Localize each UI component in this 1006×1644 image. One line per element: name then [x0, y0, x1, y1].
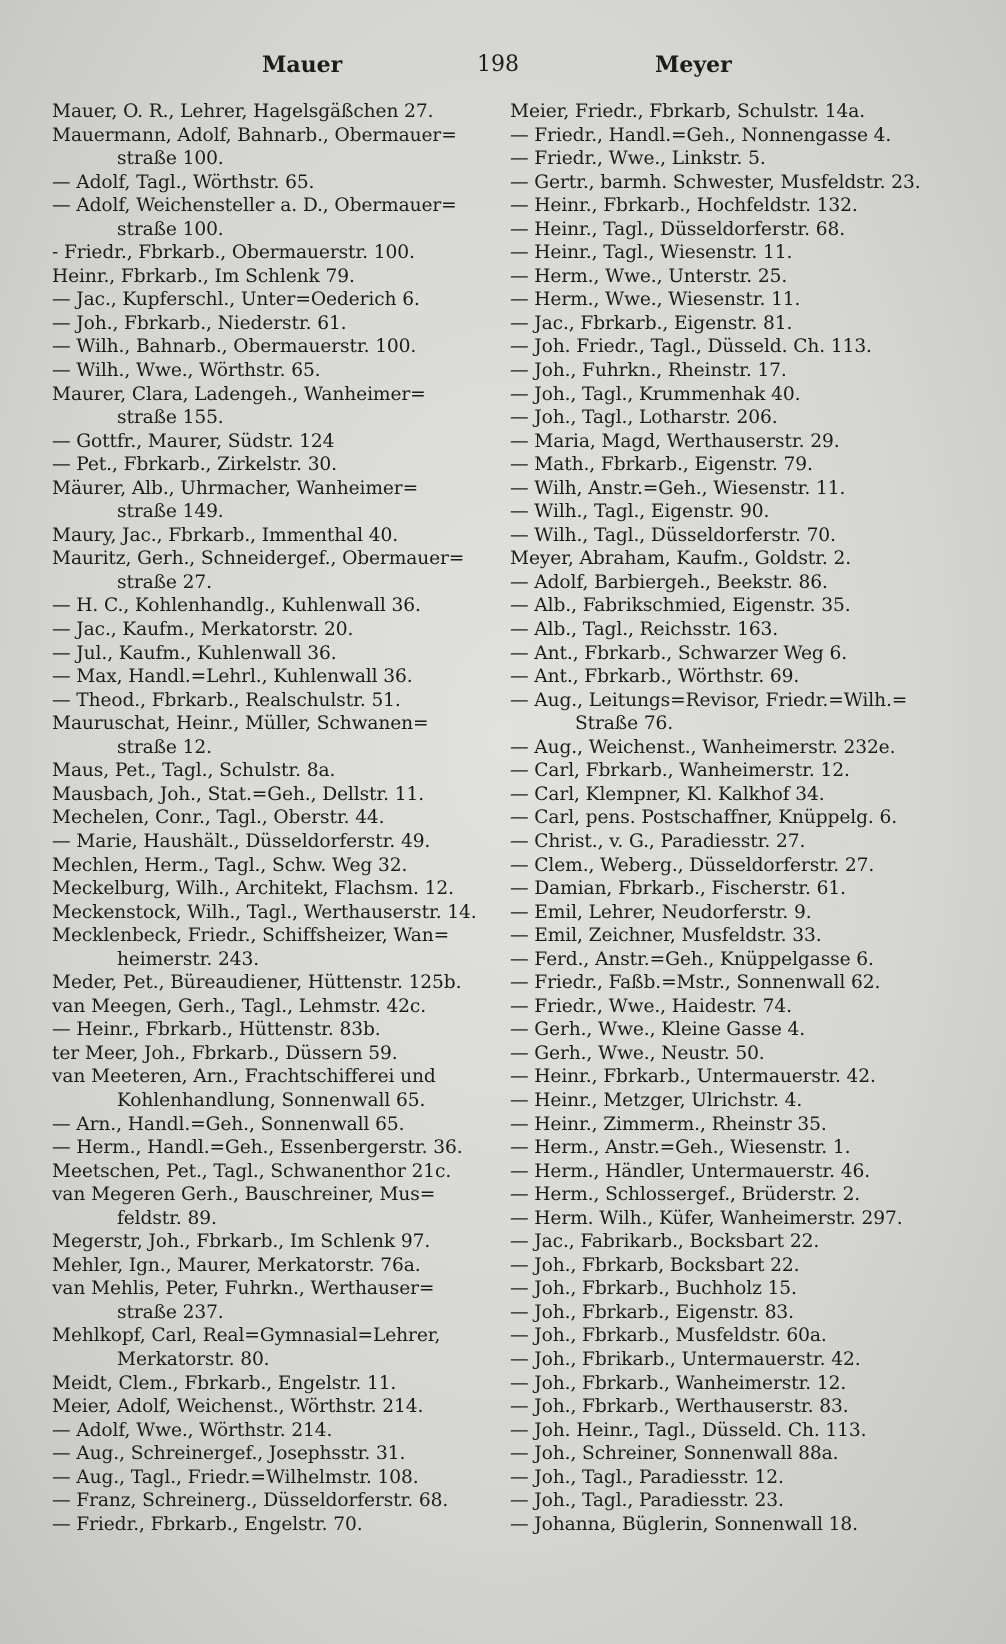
- directory-entry-line: — Joh., Fbrkarb., Buchholz 15.: [510, 1278, 797, 1300]
- directory-entry-line: — Damian, Fbrkarb., Fischerstr. 61.: [510, 878, 846, 900]
- directory-entry-line: — Christ., v. G., Paradiesstr. 27.: [510, 830, 806, 852]
- directory-entry-line: Mechlen, Herm., Tagl., Schw. Weg 32.: [52, 854, 408, 876]
- directory-entry-line: — Joh., Tagl., Lotharstr. 206.: [510, 407, 778, 429]
- directory-entry-line: Kohlenhandlung, Sonnenwall 65.: [117, 1089, 426, 1111]
- directory-entry-line: Maus, Pet., Tagl., Schulstr. 8a.: [52, 760, 336, 782]
- directory-entry-line: — Herm., Wwe., Wiesenstr. 11.: [510, 289, 801, 311]
- directory-entry-line: — Ant., Fbrkarb., Wörthstr. 69.: [510, 666, 800, 688]
- directory-entry-line: — Heinr., Tagl., Wiesenstr. 11.: [510, 242, 793, 264]
- directory-entry-line: — Jac., Kaufm., Merkatorstr. 20.: [52, 619, 354, 641]
- directory-entry-line: van Megeren Gerh., Bauschreiner, Mus=: [52, 1184, 436, 1206]
- directory-entry-line: Mauermann, Adolf, Bahnarb., Obermauer=: [52, 124, 457, 146]
- directory-entry-line: Straße 76.: [575, 713, 674, 735]
- directory-entry-line: — Friedr., Fbrkarb., Engelstr. 70.: [52, 1513, 363, 1535]
- directory-entry-line: — Heinr., Fbrkarb., Hüttenstr. 83b.: [52, 1019, 381, 1041]
- directory-entry-line: van Meeteren, Arn., Frachtschifferei und: [52, 1066, 436, 1088]
- directory-entry-line: — Arn., Handl.=Geh., Sonnenwall 65.: [52, 1113, 405, 1135]
- directory-entry-line: straße 27.: [117, 571, 212, 593]
- directory-entry-line: Mauritz, Gerh., Schneidergef., Obermauer=: [52, 548, 465, 570]
- directory-entry-line: — Adolf, Weichensteller a. D., Obermauer=: [52, 195, 457, 217]
- directory-entry-line: Meyer, Abraham, Kaufm., Goldstr. 2.: [510, 548, 852, 570]
- directory-entry-line: — Wilh., Bahnarb., Obermauerstr. 100.: [52, 336, 417, 358]
- directory-entry-line: straße 12.: [117, 736, 212, 758]
- directory-entry-line: Megerstr, Joh., Fbrkarb., Im Schlenk 97.: [52, 1231, 431, 1253]
- directory-entry-line: Mehlkopf, Carl, Real=Gymnasial=Lehrer,: [52, 1325, 441, 1347]
- directory-entry-line: — Gertr., barmh. Schwester, Musfeldstr. 23.: [510, 171, 921, 193]
- directory-entry-line: — Alb., Tagl., Reichsstr. 163.: [510, 619, 779, 641]
- directory-entry-line: — Herm., Handl.=Geh., Essenbergerstr. 36.: [52, 1137, 463, 1159]
- directory-entry-line: — Pet., Fbrkarb., Zirkelstr. 30.: [52, 454, 337, 476]
- directory-entry-line: — Maria, Magd, Werthauserstr. 29.: [510, 430, 840, 452]
- directory-entry-line: — Jac., Fbrkarb., Eigenstr. 81.: [510, 312, 793, 334]
- directory-entry-line: — Jac., Fabrikarb., Bocksbart 22.: [510, 1231, 820, 1253]
- directory-entry-line: straße 155.: [117, 407, 224, 429]
- directory-entry-line: — Gottfr., Maurer, Südstr. 124: [52, 430, 335, 452]
- directory-entry-line: — Aug., Leitungs=Revisor, Friedr.=Wilh.=: [510, 689, 908, 711]
- directory-entry-line: — Aug., Weichenst., Wanheimerstr. 232e.: [510, 736, 896, 758]
- directory-entry-line: Maury, Jac., Fbrkarb., Immenthal 40.: [52, 524, 399, 546]
- directory-entry-line: — Gerh., Wwe., Kleine Gasse 4.: [510, 1019, 806, 1041]
- directory-entry-line: — Joh., Fbrkarb., Eigenstr. 83.: [510, 1301, 794, 1323]
- directory-entry-line: — Carl, Fbrkarb., Wanheimerstr. 12.: [510, 760, 850, 782]
- directory-entry-line: — Marie, Haushält., Düsseldorferstr. 49.: [52, 830, 431, 852]
- directory-entry-line: — Heinr., Zimmerm., Rheinstr 35.: [510, 1113, 827, 1135]
- directory-entry-line: — Joh. Heinr., Tagl., Düsseld. Ch. 113.: [510, 1419, 867, 1441]
- directory-entry-line: Heinr., Fbrkarb., Im Schlenk 79.: [52, 265, 355, 287]
- directory-entry-line: feldstr. 89.: [117, 1207, 217, 1229]
- header-right-keyword: Meyer: [655, 52, 732, 78]
- directory-entry-line: — Adolf, Barbiergeh., Beekstr. 86.: [510, 571, 828, 593]
- page-header: [0, 52, 1006, 86]
- directory-entry-line: — Herm., Wwe., Unterstr. 25.: [510, 265, 788, 287]
- directory-entry-line: — Clem., Weberg., Düsseldorferstr. 27.: [510, 854, 875, 876]
- directory-entry-line: — Joh., Fuhrkn., Rheinstr. 17.: [510, 360, 787, 382]
- directory-entry-line: van Mehlis, Peter, Fuhrkn., Werthauser=: [52, 1278, 435, 1300]
- directory-entry-line: Mauruschat, Heinr., Müller, Schwanen=: [52, 713, 429, 735]
- directory-entry-line: — H. C., Kohlenhandlg., Kuhlenwall 36.: [52, 595, 421, 617]
- directory-entry-line: Meetschen, Pet., Tagl., Schwanenthor 21c.: [52, 1160, 452, 1182]
- directory-entry-line: van Meegen, Gerh., Tagl., Lehmstr. 42c.: [52, 995, 427, 1017]
- directory-entry-line: — Friedr., Wwe., Haidestr. 74.: [510, 995, 792, 1017]
- directory-entry-line: — Jac., Kupferschl., Unter=Oederich 6.: [52, 289, 420, 311]
- directory-entry-line: — Joh., Fbrkarb., Musfeldstr. 60a.: [510, 1325, 827, 1347]
- directory-entry-line: — Friedr., Handl.=Geh., Nonnengasse 4.: [510, 124, 892, 146]
- directory-entry-line: — Heinr., Tagl., Düsseldorferstr. 68.: [510, 218, 846, 240]
- directory-entry-line: — Alb., Fabrikschmied, Eigenstr. 35.: [510, 595, 851, 617]
- directory-entry-line: Merkatorstr. 80.: [117, 1348, 270, 1370]
- directory-entry-line: Meckelburg, Wilh., Architekt, Flachsm. 12.: [52, 878, 454, 900]
- directory-entry-line: ter Meer, Joh., Fbrkarb., Düssern 59.: [52, 1042, 398, 1064]
- directory-entry-line: Mäurer, Alb., Uhrmacher, Wanheimer=: [52, 477, 419, 499]
- directory-entry-line: — Joh., Schreiner, Sonnenwall 88a.: [510, 1443, 839, 1465]
- directory-entry-line: Meder, Pet., Büreaudiener, Hüttenstr. 125b.: [52, 972, 462, 994]
- directory-entry-line: — Herm. Wilh., Küfer, Wanheimerstr. 297.: [510, 1207, 903, 1229]
- directory-entry-line: — Math., Fbrkarb., Eigenstr. 79.: [510, 454, 813, 476]
- directory-entry-line: — Gerh., Wwe., Neustr. 50.: [510, 1042, 765, 1064]
- directory-entry-line: — Wilh., Wwe., Wörthstr. 65.: [52, 360, 321, 382]
- directory-entry-line: — Ferd., Anstr.=Geh., Knüppelgasse 6.: [510, 948, 874, 970]
- directory-entry-line: — Theod., Fbrkarb., Realschulstr. 51.: [52, 689, 401, 711]
- directory-entry-line: — Joh., Tagl., Paradiesstr. 12.: [510, 1466, 784, 1488]
- directory-entry-line: — Carl, Klempner, Kl. Kalkhof 34.: [510, 783, 825, 805]
- directory-entry-line: Meier, Friedr., Fbrkarb, Schulstr. 14a.: [510, 101, 866, 122]
- directory-entry-line: — Heinr., Fbrkarb., Hochfeldstr. 132.: [510, 195, 858, 217]
- directory-entry-line: — Heinr., Fbrkarb., Untermauerstr. 42.: [510, 1066, 876, 1088]
- directory-entry-line: — Herm., Händler, Untermauerstr. 46.: [510, 1160, 871, 1182]
- directory-entry-line: — Jul., Kaufm., Kuhlenwall 36.: [52, 642, 337, 664]
- directory-entry-line: straße 237.: [117, 1301, 224, 1323]
- directory-entry-line: — Joh. Friedr., Tagl., Düsseld. Ch. 113.: [510, 336, 872, 358]
- directory-entry-line: — Emil, Zeichner, Musfeldstr. 33.: [510, 925, 822, 947]
- directory-entry-line: — Johanna, Büglerin, Sonnenwall 18.: [510, 1513, 858, 1535]
- directory-entry-line: Mausbach, Joh., Stat.=Geh., Dellstr. 11.: [52, 783, 425, 805]
- directory-entry-line: Mauer, O. R., Lehrer, Hagelsgäßchen 27.: [52, 101, 434, 122]
- directory-entry-line: — Wilh, Anstr.=Geh., Wiesenstr. 11.: [510, 477, 846, 499]
- directory-entry-line: — Joh., Tagl., Krummenhak 40.: [510, 383, 801, 405]
- directory-entry-line: Meier, Adolf, Weichenst., Wörthstr. 214.: [52, 1396, 424, 1418]
- directory-entry-line: — Herm., Anstr.=Geh., Wiesenstr. 1.: [510, 1137, 851, 1159]
- directory-entry-line: — Ant., Fbrkarb., Schwarzer Weg 6.: [510, 642, 848, 664]
- directory-entry-line: — Carl, pens. Postschaffner, Knüppelg. 6.: [510, 807, 898, 829]
- directory-entry-line: Mechelen, Conr., Tagl., Oberstr. 44.: [52, 807, 385, 829]
- directory-entry-line: Meidt, Clem., Fbrkarb., Engelstr. 11.: [52, 1372, 397, 1394]
- directory-entry-line: straße 149.: [117, 501, 224, 523]
- left-column: [52, 100, 492, 1536]
- directory-entry-line: — Aug., Schreinergef., Josephsstr. 31.: [52, 1443, 406, 1465]
- directory-entry-line: — Friedr., Wwe., Linkstr. 5.: [510, 148, 766, 170]
- directory-entry-line: — Joh., Fbrikarb., Untermauerstr. 42.: [510, 1348, 861, 1370]
- directory-entry-line: — Herm., Schlossergef., Brüderstr. 2.: [510, 1184, 861, 1206]
- directory-entry-line: Mecklenbeck, Friedr., Schiffsheizer, Wan=: [52, 925, 450, 947]
- directory-entry-line: — Joh., Fbrkarb., Wanheimerstr. 12.: [510, 1372, 847, 1394]
- directory-entry-line: — Emil, Lehrer, Neudorferstr. 9.: [510, 901, 812, 923]
- directory-entry-line: — Joh., Tagl., Paradiesstr. 23.: [510, 1490, 784, 1512]
- directory-entry-line: Meckenstock, Wilh., Tagl., Werthauserstr. 14.: [52, 901, 477, 923]
- directory-entry-line: — Wilh., Tagl., Düsseldorferstr. 70.: [510, 524, 836, 546]
- directory-entry-line: — Joh., Fbrkarb., Niederstr. 61.: [52, 312, 347, 334]
- directory-entry-line: — Adolf, Tagl., Wörthstr. 65.: [52, 171, 315, 193]
- directory-entry-line: Mehler, Ign., Maurer, Merkatorstr. 76a.: [52, 1254, 421, 1276]
- right-column: [510, 100, 960, 1536]
- directory-entry-line: — Friedr., Faßb.=Mstr., Sonnenwall 62.: [510, 972, 881, 994]
- directory-entry-line: — Adolf, Wwe., Wörthstr. 214.: [52, 1419, 333, 1441]
- header-left-keyword: Mauer: [262, 52, 343, 78]
- directory-entry-line: — Aug., Tagl., Friedr.=Wilhelmstr. 108.: [52, 1466, 419, 1488]
- directory-entry-line: — Heinr., Metzger, Ulrichstr. 4.: [510, 1089, 803, 1111]
- directory-entry-line: — Franz, Schreinerg., Düsseldorferstr. 68.: [52, 1490, 449, 1512]
- directory-entry-line: — Max, Handl.=Lehrl., Kuhlenwall 36.: [52, 666, 413, 688]
- directory-entry-line: — Wilh., Tagl., Eigenstr. 90.: [510, 501, 770, 523]
- directory-entry-line: straße 100.: [117, 218, 224, 240]
- directory-entry-line: - Friedr., Fbrkarb., Obermauerstr. 100.: [52, 242, 415, 264]
- directory-entry-line: — Joh., Fbrkarb., Werthauserstr. 83.: [510, 1396, 849, 1418]
- page-number: 198: [477, 52, 519, 77]
- directory-entry-line: — Joh., Fbrkarb, Bocksbart 22.: [510, 1254, 800, 1276]
- directory-entry-line: heimerstr. 243.: [117, 948, 260, 970]
- directory-entry-line: straße 100.: [117, 148, 224, 170]
- directory-entry-line: Maurer, Clara, Ladengeh., Wanheimer=: [52, 383, 426, 405]
